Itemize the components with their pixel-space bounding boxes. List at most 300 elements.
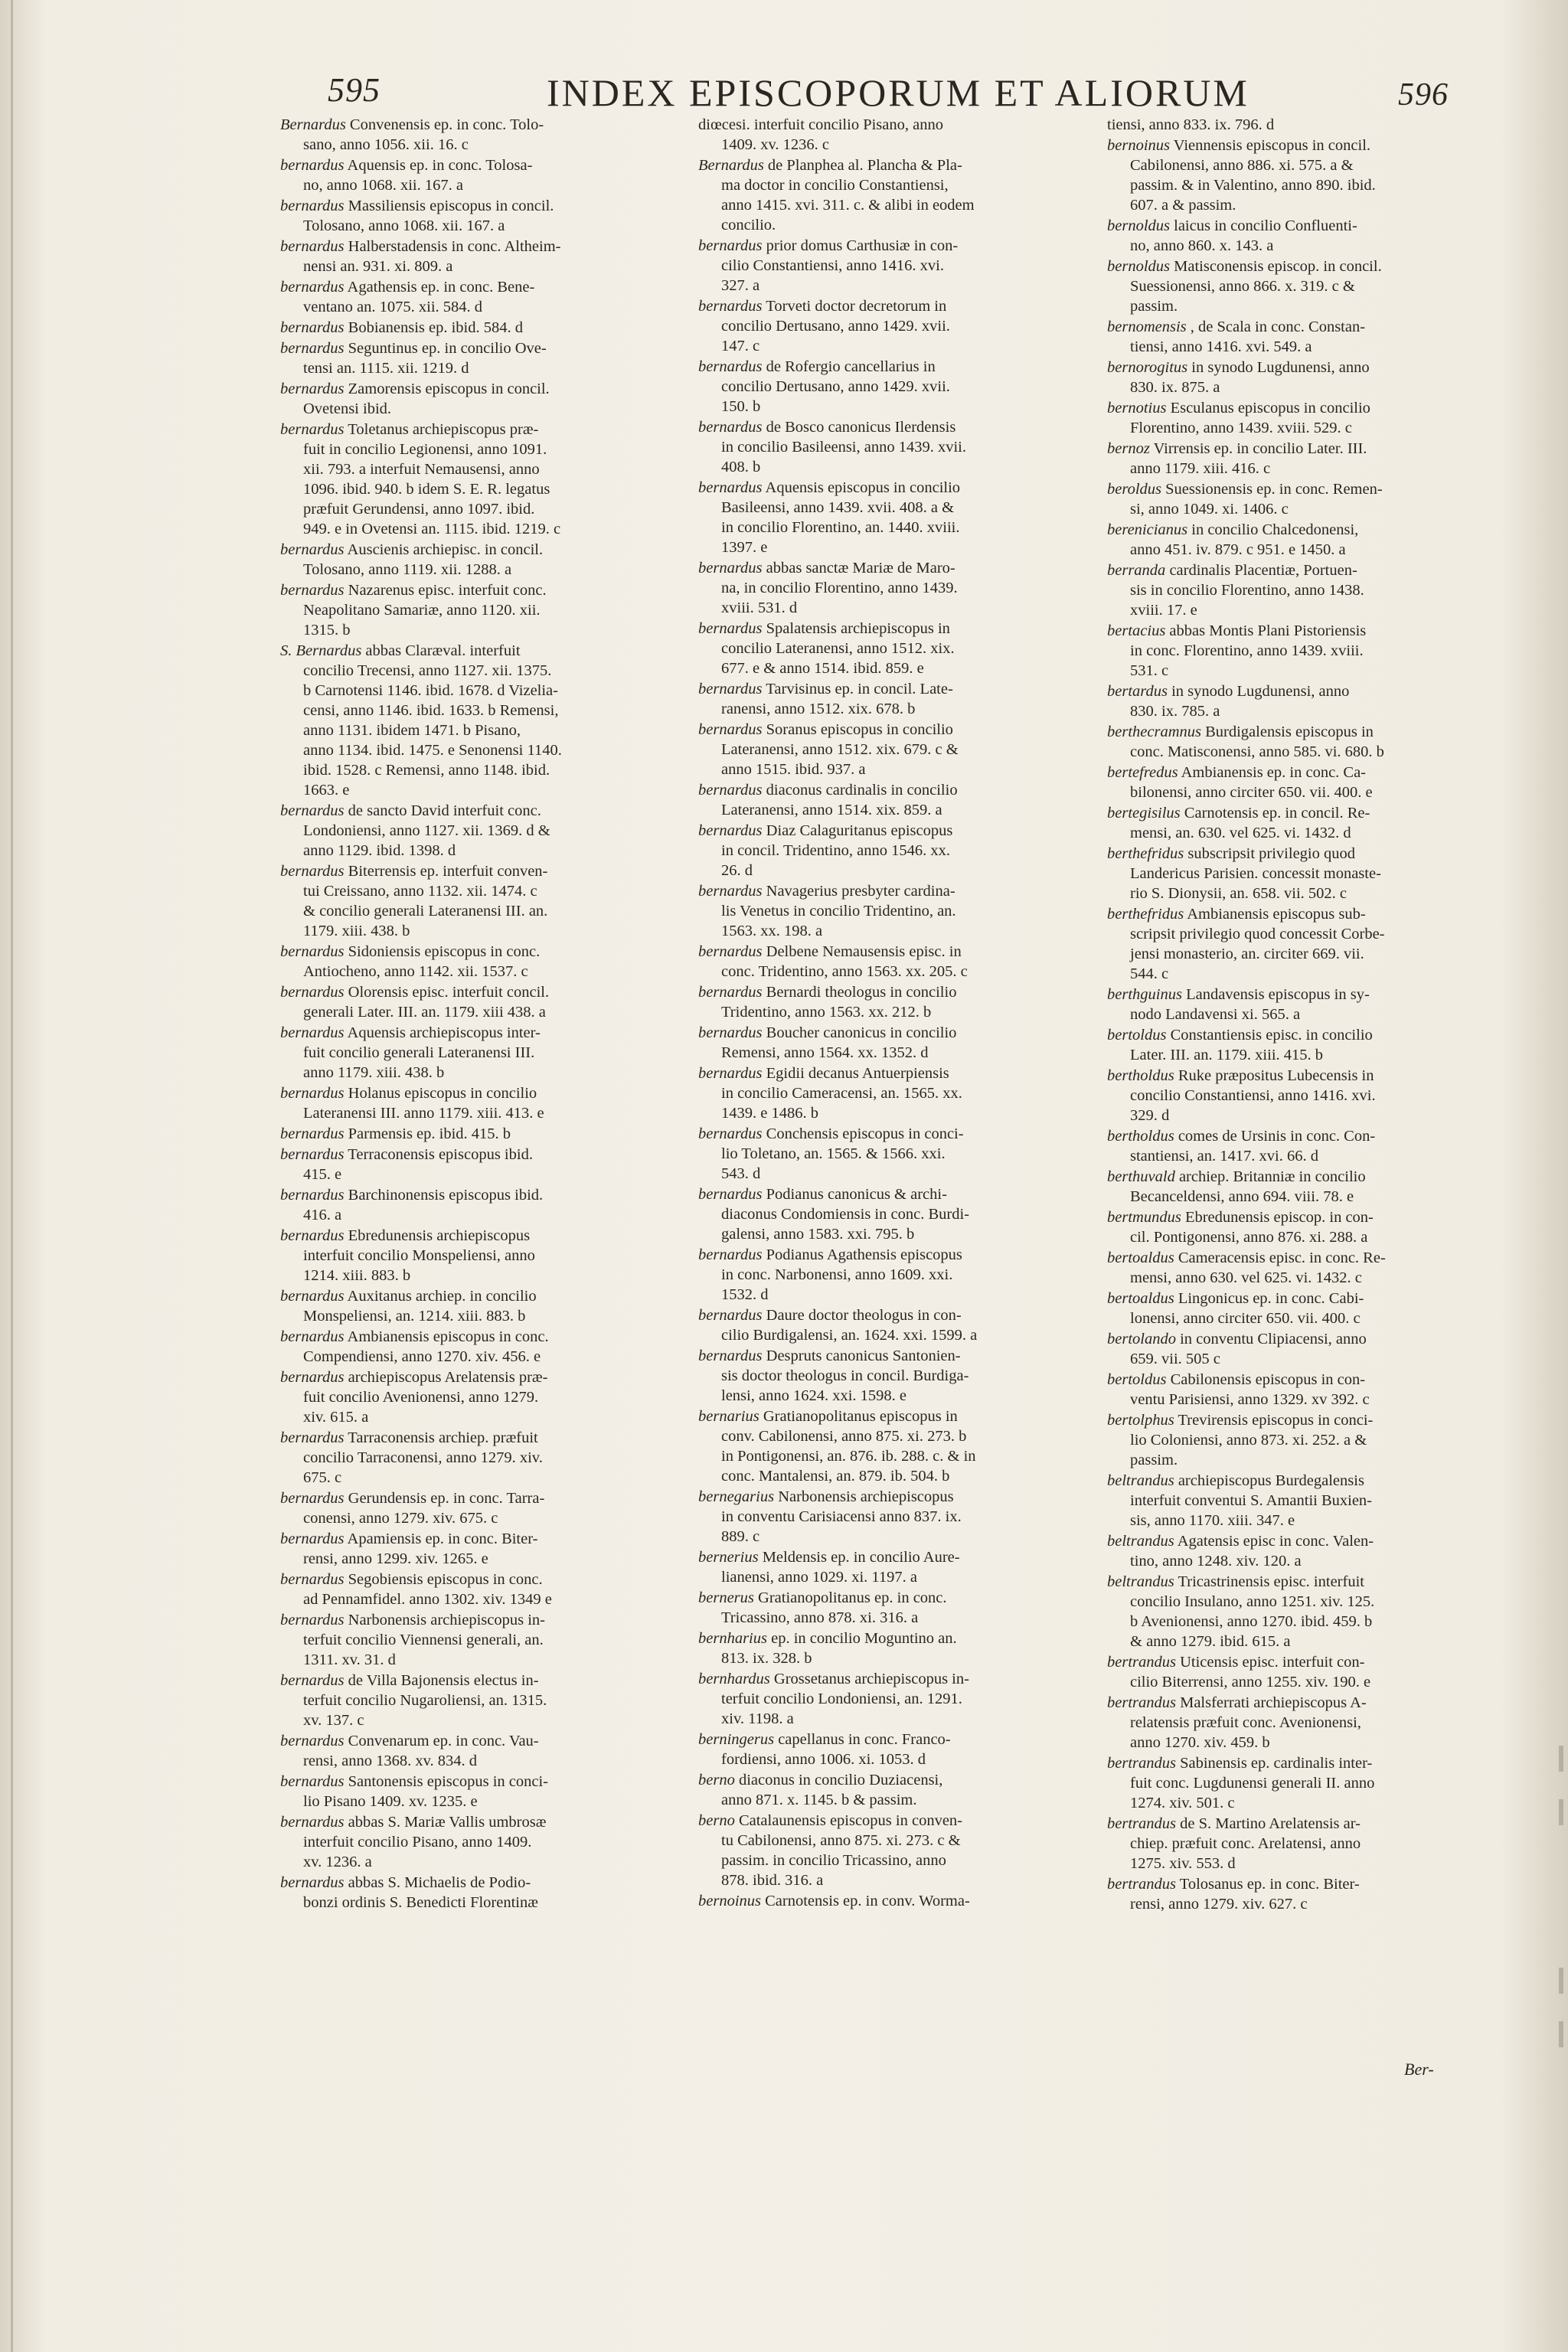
index-entry <box>698 115 1093 155</box>
binding-edge <box>11 0 13 2352</box>
entry-name: bertardus <box>1107 683 1168 700</box>
entry-name: bernardus <box>698 237 763 254</box>
index-entry <box>280 580 675 640</box>
index-entry <box>1107 1329 1502 1369</box>
entry-name: bernardus <box>698 1307 763 1324</box>
entry-name: bernardus <box>280 863 345 880</box>
entry-name: Bernardus <box>698 157 764 174</box>
entry-text: Constantiensis episc. in concilio Later. III. an. 1179. xiii. 415. b <box>1130 1027 1373 1063</box>
running-title: INDEX EPISCOPORUM ET ALIORUM <box>547 71 1250 114</box>
entry-name: bernardus <box>280 1024 345 1041</box>
index-entry <box>698 1406 1093 1486</box>
entry-name: bernardus <box>280 1814 345 1831</box>
entry-text: Tarvisinus ep. in concil. Late- ranensi, anno 1512. xix. 678. b <box>721 681 953 717</box>
index-entry <box>280 277 675 317</box>
entry-text: Navagerius presbyter cardina- lis Venetus in concilio Tridentino, an. 1563. xx. 198. a <box>721 883 956 939</box>
index-entry <box>1107 479 1502 519</box>
entry-name: bernoldus <box>1107 217 1170 234</box>
entry-name: bernardus <box>280 381 345 397</box>
index-entry <box>698 1588 1093 1628</box>
entry-text: Narbonensis archiepiscopus in- terfuit concilio Viennensi generali, an. 1311. xv. 31. d <box>303 1612 545 1668</box>
entry-name: berno <box>698 1812 735 1829</box>
index-entry <box>698 1770 1093 1810</box>
edge-mark <box>1559 1799 1563 1825</box>
entry-name: bernardus <box>280 238 345 255</box>
entry-name: bertrandus <box>1107 1815 1176 1832</box>
entry-name: bernardus <box>280 1288 345 1305</box>
index-entry <box>1107 1066 1502 1125</box>
entry-text: prior domus Carthusiæ in con- cilio Constantiensi, anno 1416. xvi. 327. a <box>721 237 959 294</box>
entry-name: bertolando <box>1107 1331 1176 1348</box>
index-entry <box>1107 1370 1502 1410</box>
entry-name: bernardus <box>698 479 763 496</box>
entry-text: Meldensis ep. in concilio Aure- lianensi, anno 1029. xi. 1197. a <box>721 1549 960 1586</box>
entry-name: bernardus <box>280 802 345 819</box>
index-entry <box>698 1124 1093 1184</box>
entry-name: bernegarius <box>698 1488 775 1505</box>
entry-text: Nazarenus episc. interfuit conc. Neapolitano Samariæ, anno 1120. xii. 1315. b <box>303 582 547 639</box>
index-entry <box>1107 1025 1502 1065</box>
entry-name: berningerus <box>698 1731 775 1748</box>
entry-text: Ambianensis episcopus in conc. Compendiensi, anno 1270. xiv. 456. e <box>303 1328 549 1365</box>
index-entry <box>1107 1874 1502 1914</box>
entry-text: Egidii decanus Antuerpiensis in concilio Cameracensi, an. 1565. xx. 1439. e 1486. b <box>721 1065 962 1122</box>
entry-text: Sabinensis ep. cardinalis inter- fuit conc. Lugdunensi generali II. anno 1274. xiv. 501. c <box>1130 1755 1375 1811</box>
entry-name: bernardus <box>698 1348 763 1364</box>
entry-name: berthguinus <box>1107 986 1182 1003</box>
entry-name: bernardus <box>280 319 345 336</box>
index-entry <box>1107 803 1502 843</box>
entry-text: Trevirensis episcopus in conci- lio Coloniensi, anno 873. xi. 252. a & passim. <box>1130 1412 1374 1468</box>
entry-name: bernardus <box>280 157 345 174</box>
entry-text: Viennensis episcopus in concil. Cabilonensi, anno 886. xi. 575. a & passim. & in Valentino, anno 890. ibid. 607. a & passim. <box>1130 137 1376 214</box>
index-entry <box>1107 763 1502 802</box>
entry-text: Olorensis episc. interfuit concil. generali Later. III. an. 1179. xiii 438. a <box>303 984 550 1021</box>
entry-text: Ambianensis ep. in conc. Ca- bilonensi, anno circiter 650. vii. 400. e <box>1130 764 1373 801</box>
entry-text: Soranus episcopus in concilio Lateranensi, anno 1512. xix. 679. c & anno 1515. ibid. 937. a <box>721 721 959 778</box>
index-entry <box>698 720 1093 779</box>
index-entry <box>698 1628 1093 1668</box>
entry-text: Grossetanus archiepiscopus in- terfuit concilio Londoniensi, an. 1291. xiv. 1198. a <box>721 1671 969 1727</box>
index-column-3 <box>1107 115 1502 1915</box>
index-entry <box>280 1226 675 1285</box>
index-entry <box>698 1245 1093 1305</box>
index-entry <box>1107 1814 1502 1873</box>
entry-text: Delbene Nemausensis episc. in conc. Tridentino, anno 1563. xx. 205. c <box>721 943 968 980</box>
edge-mark <box>1559 1968 1563 1994</box>
entry-text: Agathensis ep. in conc. Bene- ventano an. 1075. xii. 584. d <box>303 279 535 315</box>
entry-text: Ebredunensis archiepiscopus interfuit concilio Monspeliensi, anno 1214. xiii. 883. b <box>303 1227 535 1284</box>
entry-name: bernotius <box>1107 400 1167 416</box>
index-entry <box>280 1671 675 1730</box>
index-entry <box>698 558 1093 618</box>
entry-name: bernardus <box>698 620 763 637</box>
entry-name: bertrandus <box>1107 1755 1176 1772</box>
index-entry <box>1107 904 1502 984</box>
index-entry <box>698 417 1093 477</box>
entry-name: bernardus <box>698 1065 763 1082</box>
entry-text: Despruts canonicus Santonien- sis doctor theologus in concil. Burdiga- lensi, anno 1624. xxi. 1598. e <box>721 1348 969 1404</box>
index-entry <box>280 1610 675 1670</box>
index-entry <box>280 155 675 195</box>
entry-text: Landavensis episcopus in sy- nodo Landavensi xi. 565. a <box>1130 986 1370 1023</box>
entry-text: ep. in concilio Moguntino an. 813. ix. 328. b <box>721 1630 957 1667</box>
index-entry <box>280 237 675 276</box>
index-entry <box>280 1124 675 1144</box>
index-entry <box>1107 115 1502 135</box>
entry-text: Holanus episcopus in concilio Lateranensi III. anno 1179. xiii. 413. e <box>303 1085 544 1122</box>
index-column-1 <box>280 115 675 1913</box>
index-entry <box>698 296 1093 356</box>
entry-text: subscripsit privilegio quod Landericus Parisien. concessit monaste- rio S. Dionysii, an. 658. vii. 502. c <box>1130 845 1381 902</box>
index-entry <box>280 1873 675 1913</box>
entry-text: cardinalis Placentiæ, Portuen- sis in concilio Florentino, anno 1438. xviii. 17. e <box>1130 562 1364 619</box>
entry-text: in concilio Chalcedonensi, anno 451. iv. 879. c 951. e 1450. a <box>1130 521 1359 558</box>
entry-name: bernardus <box>698 782 763 799</box>
entry-text: Aquensis episcopus in concilio Basileensi, anno 1439. xvii. 408. a & in concilio Florentino, an. 1440. xviii. 1397. e <box>721 479 961 556</box>
index-entry <box>1107 1531 1502 1571</box>
entry-text: in synodo Lugdunensi, anno 830. ix. 875. a <box>1130 359 1370 396</box>
entry-name: bernardus <box>280 1672 345 1689</box>
catchword: Ber- <box>1404 2060 1434 2079</box>
entry-name: bernardus <box>280 1369 345 1386</box>
index-entry <box>698 942 1093 982</box>
index-entry <box>1107 1126 1502 1166</box>
index-entry <box>1107 1167 1502 1207</box>
index-entry <box>1107 1248 1502 1288</box>
entry-text: Cabilonensis episcopus in con- ventu Parisiensi, anno 1329. xv 392. c <box>1130 1371 1370 1408</box>
entry-text: Segobiensis episcopus in conc. ad Pennamfidel. anno 1302. xiv. 1349 e <box>303 1571 552 1608</box>
entry-name: bernardus <box>280 1530 345 1547</box>
index-entry <box>1107 1410 1502 1470</box>
index-entry <box>280 115 675 155</box>
entry-text: Convenensis ep. in conc. Tolo- sano, anno 1056. xii. 16. c <box>303 116 544 153</box>
index-entry <box>698 821 1093 880</box>
entry-text: abbas S. Mariæ Vallis umbrosæ interfuit concilio Pisano, anno 1409. xv. 1236. a <box>303 1814 547 1870</box>
entry-name: bernardus <box>280 1490 345 1507</box>
entry-text: Ruke præpositus Lubecensis in concilio Constantiensi, anno 1416. xvi. 329. d <box>1130 1067 1376 1124</box>
entry-name: bernardus <box>698 1246 763 1263</box>
entry-text: Podianus Agathensis episcopus in conc. Narbonensi, anno 1609. xxi. 1532. d <box>721 1246 962 1303</box>
index-entry <box>1107 439 1502 479</box>
entry-name: beltrandus <box>1107 1533 1174 1550</box>
index-entry <box>698 357 1093 416</box>
entry-text: Auxitanus archiep. in concilio Monspeliensi, an. 1214. xiii. 883. b <box>303 1288 537 1325</box>
index-entry <box>698 780 1093 820</box>
entry-name: bernomensis <box>1107 318 1187 335</box>
entry-text: Uticensis episc. interfuit con- cilio Biterrensi, anno 1255. xiv. 190. e <box>1130 1654 1371 1690</box>
entry-text: archiep. Britanniæ in concilio Becanceldensi, anno 694. viii. 78. e <box>1130 1168 1366 1205</box>
index-entry <box>280 420 675 539</box>
index-entry <box>1107 985 1502 1024</box>
entry-name: bernardus <box>698 681 763 697</box>
entry-name: bernoinus <box>1107 137 1170 154</box>
entry-name: berthefridus <box>1107 906 1184 923</box>
entry-text: diaconus in concilio Duziacensi, anno 871. x. 1145. b & passim. <box>721 1772 943 1808</box>
index-entry <box>280 318 675 338</box>
entry-name: S. Bernardus <box>280 642 362 659</box>
entry-text: de Villa Bajonensis electus in- terfuit concilio Nugaroliensi, an. 1315. xv. 137. c <box>303 1672 547 1729</box>
index-column-2 <box>698 115 1093 1912</box>
entry-name: bernoz <box>1107 440 1150 457</box>
index-entry <box>280 1812 675 1872</box>
entry-text: Parmensis ep. ibid. 415. b <box>348 1125 511 1142</box>
index-entry <box>1107 844 1502 903</box>
index-entry <box>280 801 675 861</box>
index-entry <box>280 379 675 419</box>
entry-name: bertegisilus <box>1107 805 1181 822</box>
entry-text: Boucher canonicus in concilio Remensi, anno 1564. xx. 1352. d <box>721 1024 957 1061</box>
entry-text: Daure doctor theologus in con- cilio Burdigalensi, an. 1624. xxi. 1599. a <box>721 1307 978 1344</box>
entry-name: bernardus <box>698 1125 763 1142</box>
entry-name: Bernardus <box>280 116 346 133</box>
entry-name: beroldus <box>1107 481 1161 498</box>
entry-name: bernardus <box>698 822 763 839</box>
entry-text: Lingonicus ep. in conc. Cabi- lonensi, anno circiter 650. vii. 400. c <box>1130 1290 1364 1327</box>
entry-text: Tricastrinensis episc. interfuit concilio Insulano, anno 1251. xiv. 125. b Avenionensi, anno 1270. ibid. 459. b & anno 1279. ibid. 615. a <box>1130 1573 1375 1650</box>
index-entry <box>698 1184 1093 1244</box>
index-entry <box>1107 216 1502 256</box>
index-entry <box>1107 358 1502 397</box>
entry-text: abbas S. Michaelis de Podio- bonzi ordinis S. Benedicti Florentinæ <box>303 1874 538 1911</box>
entry-text: Sidoniensis episcopus in conc. Antiocheno, anno 1142. xii. 1537. c <box>303 943 541 980</box>
entry-name: bernardus <box>280 1125 345 1142</box>
entry-name: berthuvald <box>1107 1168 1175 1185</box>
entry-text: Santonensis episcopus in conci- lio Pisano 1409. xv. 1235. e <box>303 1773 548 1810</box>
entry-name: bernardus <box>280 1187 345 1204</box>
entry-text: Gratianopolitanus ep. in conc. Tricassino, anno 878. xi. 316. a <box>721 1589 947 1626</box>
index-entry <box>698 619 1093 678</box>
entry-text: Agatensis episc in conc. Valen- tino, anno 1248. xiv. 120. a <box>1130 1533 1374 1570</box>
index-entry <box>280 1488 675 1528</box>
index-entry <box>280 338 675 378</box>
entry-name: bernhardus <box>698 1671 770 1687</box>
entry-text: Catalaunensis episcopus in conven- tu Cabilonensi, anno 875. xi. 273. c & passim. in concilio Tricassino, anno 878. ibid. 316. a <box>721 1812 963 1889</box>
entry-name: bernardus <box>280 1733 345 1749</box>
entry-text: de Planphea al. Plancha & Pla- ma doctor in concilio Constantiensi, anno 1415. xvi. 311. c. & alibi in eodem concilio. <box>721 157 975 234</box>
index-entry <box>280 1529 675 1569</box>
entry-name: bertholdus <box>1107 1067 1174 1084</box>
index-entry <box>280 540 675 580</box>
entry-name: bertoaldus <box>1107 1290 1174 1307</box>
entry-text: Biterrensis ep. interfuit conven- tui Creissano, anno 1132. xii. 1474. c & concilio generali Lateranensi III. an. 1179. xiii. 438. b <box>303 863 548 939</box>
index-entry <box>280 1327 675 1367</box>
index-entry <box>1107 1753 1502 1813</box>
edge-mark <box>1559 2021 1563 2047</box>
entry-text: Burdigalensis episcopus in conc. Matisconensi, anno 585. vi. 680. b <box>1130 724 1384 760</box>
entry-name: bernardus <box>698 560 763 577</box>
entry-text: Matisconensis episcop. in concil. Suessionensi, anno 866. x. 319. c & passim. <box>1130 258 1382 315</box>
entry-text: laicus in concilio Confluenti- no, anno 860. x. 143. a <box>1130 217 1357 254</box>
entry-text: abbas sanctæ Mariæ de Maro- na, in concilio Florentino, anno 1439. xviii. 531. d <box>721 560 958 616</box>
index-entry <box>698 881 1093 941</box>
index-entry <box>698 1547 1093 1587</box>
index-entry <box>1107 398 1502 438</box>
index-entry <box>1107 1652 1502 1692</box>
entry-name: bernardus <box>698 943 763 960</box>
entry-text: Suessionensis ep. in conc. Remen- si, anno 1049. xi. 1406. c <box>1130 481 1383 518</box>
entry-text: Massiliensis episcopus in concil. Tolosano, anno 1068. xii. 167. a <box>303 198 554 234</box>
entry-name: berranda <box>1107 562 1166 579</box>
entry-text: abbas Claræval. interfuit concilio Trecensi, anno 1127. xii. 1375. b Carnotensi 1146. ibid. 1678. d Vizelia- censi, anno 1146. ibid. 1633. b Remensi, anno 1131. ibidem 1471. b Pisano, anno 1134. ibid. 1475. e Senonensi 1140. ibid. 1528. c Remensi, anno 1148. ibid. 1663. e <box>303 642 562 799</box>
index-entry <box>698 1487 1093 1547</box>
index-entry <box>280 196 675 236</box>
page-number-right: 596 <box>1398 77 1449 113</box>
entry-text: Convenarum ep. in conc. Vau- rensi, anno 1368. xv. 834. d <box>303 1733 539 1769</box>
entry-text: diaconus cardinalis in concilio Lateranensi, anno 1514. xix. 859. a <box>721 782 958 818</box>
page-number-left: 595 <box>328 71 381 109</box>
entry-name: bertefredus <box>1107 764 1178 781</box>
entry-name: bernardus <box>280 984 345 1001</box>
entry-name: bernardus <box>698 883 763 900</box>
entry-text: Auscienis archiepisc. in concil. Tolosano, anno 1119. xii. 1288. a <box>303 541 544 578</box>
index-entry <box>280 1083 675 1123</box>
index-entry <box>698 679 1093 719</box>
entry-text: de sancto David interfuit conc. Londoniensi, anno 1127. xii. 1369. d & anno 1129. ibid. 1398. d <box>303 802 550 859</box>
index-entry <box>698 1811 1093 1890</box>
entry-name: bernardus <box>280 1571 345 1588</box>
entry-text: diœcesi. interfuit concilio Pisano, anno 1409. xv. 1236. c <box>698 116 943 153</box>
entry-name: bernerus <box>698 1589 754 1606</box>
entry-text: Bobianensis ep. ibid. 584. d <box>348 319 523 336</box>
entry-text: archiepiscopus Arelatensis præ- fuit concilio Avenionensi, anno 1279. xiv. 615. a <box>303 1369 548 1426</box>
entry-name: bernardus <box>280 1146 345 1163</box>
entry-name: bertoldus <box>1107 1027 1167 1044</box>
entry-text: Virrensis ep. in concilio Later. III. anno 1179. xiii. 416. c <box>1130 440 1367 477</box>
index-entry <box>280 1023 675 1083</box>
entry-text: Gratianopolitanus episcopus in conv. Cabilonensi, anno 875. xi. 273. b in Pontigonensi, an. 876. ib. 288. c. & in conc. Mantalensi, an. 879. ib. 504. b <box>721 1408 976 1485</box>
entry-text: in conventu Clipiacensi, anno 659. vii. 505 c <box>1130 1331 1367 1367</box>
index-entry <box>1107 560 1502 620</box>
index-entry <box>280 1570 675 1609</box>
entry-name: bertrandus <box>1107 1876 1176 1893</box>
entry-text: Ambianensis episcopus sub- scripsit privilegio quod concessit Corbe- jensi monasterio, an. circiter 669. vii. 544. c <box>1130 906 1385 982</box>
entry-name: bernardus <box>698 358 763 375</box>
entry-name: bertmundus <box>1107 1209 1181 1226</box>
entry-text: Bernardi theologus in concilio Tridentino, anno 1563. xx. 212. b <box>721 984 957 1021</box>
entry-text: de S. Martino Arelatensis ar- chiep. præfuit conc. Arelatensi, anno 1275. xiv. 553. d <box>1130 1815 1361 1872</box>
entry-text: , de Scala in conc. Constan- tiensi, anno 1416. xvi. 549. a <box>1130 318 1366 355</box>
index-entry <box>698 982 1093 1022</box>
entry-text: Apamiensis ep. in conc. Biter- rensi, anno 1299. xiv. 1265. e <box>303 1530 538 1567</box>
entry-name: bernoinus <box>698 1893 761 1909</box>
entry-name: bertoldus <box>1107 1371 1167 1388</box>
index-entry <box>280 641 675 800</box>
entry-name: bernardus <box>698 721 763 738</box>
entry-text: Esculanus episcopus in concilio Florentino, anno 1439. xviii. 529. c <box>1130 400 1370 436</box>
index-entry <box>1107 1572 1502 1651</box>
index-entry <box>280 982 675 1022</box>
index-entry <box>1107 317 1502 357</box>
index-entry <box>280 942 675 982</box>
entry-text: Terraconensis episcopus ibid. 415. e <box>303 1146 533 1183</box>
index-entry <box>280 861 675 941</box>
entry-name: berthecramnus <box>1107 724 1201 740</box>
entry-text: Carnotensis ep. in concil. Re- mensi, an. 630. vel 625. vi. 1432. d <box>1130 805 1370 841</box>
entry-text: Torveti doctor decretorum in concilio Dertusano, anno 1429. xvii. 147. c <box>721 298 950 354</box>
entry-text: Ebredunensis episcop. in con- cil. Pontigonensi, anno 876. xi. 288. a <box>1130 1209 1374 1246</box>
index-entry <box>1107 1207 1502 1247</box>
index-entry <box>1107 520 1502 560</box>
entry-text: Conchensis episcopus in conci- lio Toletano, an. 1565. & 1566. xxi. 543. d <box>721 1125 964 1182</box>
entry-text: de Rofergio cancellarius in concilio Dertusano, anno 1429. xvii. 150. b <box>721 358 950 415</box>
index-entry <box>280 1367 675 1427</box>
entry-name: bernoldus <box>1107 258 1170 275</box>
index-entry <box>698 155 1093 235</box>
entry-name: bernardus <box>280 943 345 960</box>
entry-name: bernardus <box>280 421 345 438</box>
entry-text: Carnotensis ep. in conv. Worma- <box>765 1893 970 1909</box>
entry-text: Tarraconensis archiep. præfuit concilio Tarraconensi, anno 1279. xiv. 675. c <box>303 1429 543 1486</box>
index-entry <box>1107 136 1502 215</box>
entry-name: berenicianus <box>1107 521 1188 538</box>
index-entry <box>698 1891 1093 1911</box>
entry-text: Halberstadensis in conc. Altheim- nensi an. 931. xi. 809. a <box>303 238 561 275</box>
entry-text: Tolosanus ep. in conc. Biter- rensi, anno 1279. xiv. 627. c <box>1130 1876 1360 1913</box>
entry-name: bernardus <box>280 279 345 296</box>
entry-name: bernardus <box>698 1186 763 1203</box>
entry-text: Malsferrati archiepiscopus A- relatensis præfuit conc. Avenionensi, anno 1270. xiv. 459. b <box>1130 1694 1367 1751</box>
entry-text: Aquensis archiepiscopus inter- fuit concilio generali Lateranensi III. anno 1179. xiii. 438. b <box>303 1024 541 1081</box>
index-entry <box>1107 621 1502 681</box>
index-entry <box>698 236 1093 296</box>
entry-name: bernardus <box>280 1874 345 1891</box>
entry-name: bernardus <box>280 541 345 558</box>
index-entry <box>698 1063 1093 1123</box>
index-entry <box>1107 1289 1502 1328</box>
entry-name: bernerius <box>698 1549 759 1566</box>
entry-name: bertholdus <box>1107 1128 1174 1145</box>
index-entry <box>1107 1471 1502 1530</box>
index-entry <box>1107 722 1502 762</box>
index-entry <box>698 1669 1093 1729</box>
entry-name: bernardus <box>280 1085 345 1102</box>
entry-name: bernardus <box>280 1328 345 1345</box>
entry-name: bernardus <box>698 1024 763 1041</box>
entry-text: Gerundensis ep. in conc. Tarra- conensi, anno 1279. xiv. 675. c <box>303 1490 545 1527</box>
entry-text: tiensi, anno 833. ix. 796. d <box>1107 116 1275 133</box>
entry-name: berthefridus <box>1107 845 1184 862</box>
index-entry <box>1107 681 1502 721</box>
entry-text: Barchinonensis episcopus ibid. 416. a <box>303 1187 544 1223</box>
entry-name: berno <box>698 1772 735 1788</box>
entry-name: bernharius <box>698 1630 767 1647</box>
entry-name: bernardus <box>698 419 763 436</box>
index-entry <box>698 1023 1093 1063</box>
entry-text: Toletanus archiepiscopus præ- fuit in concilio Legionensi, anno 1091. xii. 793. a interfuit Nemausensi, anno 1096. ibid. 940. b idem S. E. R. legatus præfuit Gerundensi, anno 1097. ibid. 949. e in Ovetensi an. 1115. ibid. 1219. c <box>303 421 561 537</box>
entry-name: bernardus <box>698 984 763 1001</box>
entry-name: bernardus <box>280 198 345 214</box>
entry-text: Aquensis ep. in conc. Tolosa- no, anno 1068. xii. 167. a <box>303 157 533 194</box>
index-entry <box>698 1305 1093 1345</box>
entry-name: bernarius <box>698 1408 760 1425</box>
entry-name: bernardus <box>280 582 345 599</box>
entry-text: Diaz Calaguritanus episcopus in concil. Tridentino, anno 1546. xx. 26. d <box>721 822 953 879</box>
entry-name: bernardus <box>280 1227 345 1244</box>
index-entry <box>280 1286 675 1326</box>
index-entry <box>280 1185 675 1225</box>
entry-text: capellanus in conc. Franco- fordiensi, anno 1006. xi. 1053. d <box>721 1731 951 1768</box>
entry-text: archiepiscopus Burdegalensis interfuit conventui S. Amantii Buxien- sis, anno 1170. xiii. 347. e <box>1130 1472 1372 1529</box>
entry-name: bernardus <box>280 1429 345 1446</box>
entry-text: de Bosco canonicus Ilerdensis in concilio Basileensi, anno 1439. xvii. 408. b <box>721 419 966 475</box>
entry-name: bernardus <box>280 1612 345 1628</box>
entry-text: Seguntinus ep. in concilio Ove- tensi an. 1115. xii. 1219. d <box>303 340 547 377</box>
entry-name: bertoaldus <box>1107 1250 1174 1266</box>
entry-text: comes de Ursinis in conc. Con- stantiensi, an. 1417. xvi. 66. d <box>1130 1128 1376 1165</box>
entry-text: Cameracensis episc. in conc. Re- mensi, anno 630. vel 625. vi. 1432. c <box>1130 1250 1386 1286</box>
entry-text: Podianus canonicus & archi- diaconus Condomiensis in conc. Burdi- galensi, anno 1583. xxi. 795. b <box>721 1186 969 1243</box>
